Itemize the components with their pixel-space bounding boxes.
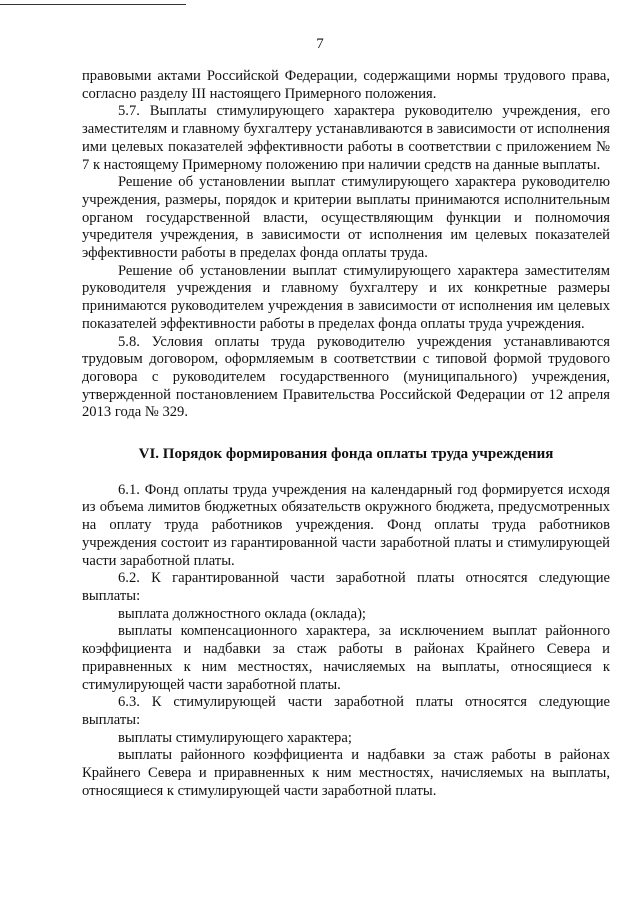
top-rule [0,4,186,5]
paragraph-5-7: 5.7. Выплаты стимулирующего характера руководителю учреждения, его заместителям и главному бухгалтеру устанавливаются в зависимости от исполнения ими целевых показателей эффективности работы в соответствии с приложением № 7 к настоящему Примерному положению при наличии средств на данные выплаты. [82,103,610,173]
paragraph-5-8: 5.8. Условия оплаты труда руководителю учреждения устанавливаются трудовым договором, оформляемым в соответствии с типовой формой трудового договора с руководителем государственного (муниципального) учреждения, утвержденной постановлением Правительства Российской Федерации от 12 апреля 2013 года № 329. [82,333,610,421]
list-item-incentive: выплаты стимулирующего характера; [118,729,352,746]
paragraph-decision-head: Решение об установлении выплат стимулирующего характера руководителю учреждения, размеры, порядок и критерии выплаты принимаются исполнительным органом государственной власти, осуществляющим функции и полномочия учредителя учреждения, в зависимости от исполнения им целевых показателей эффективности работы в пределах фонда оплаты труда. [82,174,610,262]
paragraph-6-3: 6.3. К стимулирующей части заработной платы относятся следующие выплаты: [82,694,610,728]
paragraph-continuation: правовыми актами Российской Федерации, содержащими нормы трудового права, согласно разделу III настоящего Примерного положения. [82,68,610,102]
section-heading: VI. Порядок формирования фонда оплаты труда учреждения [138,446,554,463]
page-number: 7 [316,36,324,52]
paragraph-6-2: 6.2. К гарантированной части заработной платы относятся следующие выплаты: [82,570,610,604]
document-body [82,68,610,800]
list-item-regional: выплаты районного коэффициента и надбавки за стаж работы в районах Крайнего Севера и приравненных к ним местностях, начисляемых на выплаты, относящиеся к стимулирующей части заработной платы. [82,747,610,799]
paragraph-decision-deputies: Решение об установлении выплат стимулирующего характера заместителям руководителя учреждения и главному бухгалтеру и их конкретные размеры принимаются руководителем учреждения в зависимости от исполнения им целевых показателей эффективности работы в пределах фонда оплаты труда учреждения. [82,262,610,332]
paragraph-6-1: 6.1. Фонд оплаты труда учреждения на календарный год формируется исходя из объема лимитов бюджетных обязательств окружного бюджета, предусмотренных на оплату труда работников учреждения. Фонд оплаты труда работников учреждения состоит из гарантированной части заработной платы и стимулирующей части заработной платы. [82,481,610,569]
list-item-salary: выплата должностного оклада (оклада); [118,605,366,622]
list-item-compensation: выплаты компенсационного характера, за исключением выплат районного коэффициента и надбавки за стаж работы в районах Крайнего Севера и приравненных к ним местностях, начисляемых на выплаты, относящиеся к стимулирующей части заработной платы. [82,623,610,693]
